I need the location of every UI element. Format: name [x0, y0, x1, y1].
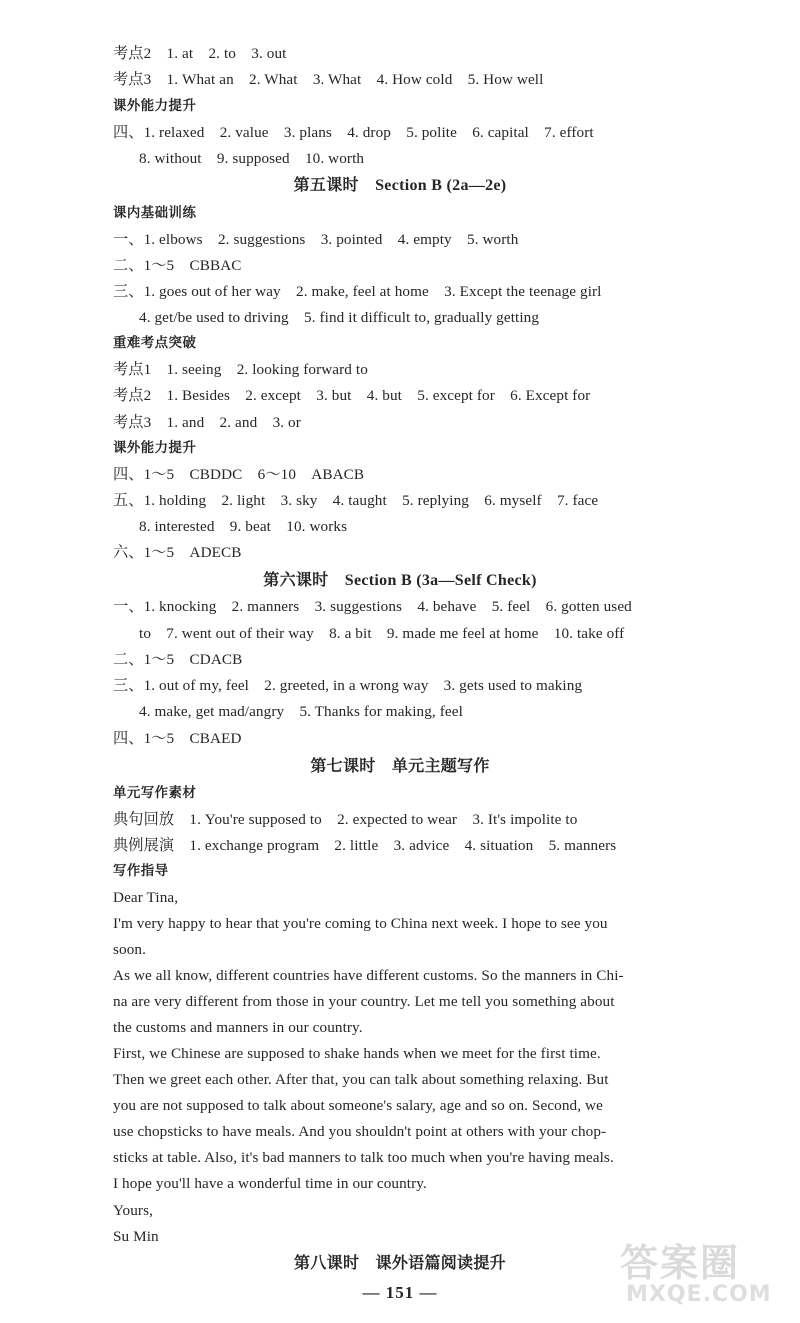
- lesson-title: 第六课时 Section B (3a—Self Check): [263, 572, 537, 589]
- text-line: to 7. went out of their way 8. a bit 9. made me feel at home 10. take off: [139, 625, 625, 642]
- section-heading: 课外能力提升: [113, 441, 197, 456]
- text-line: 四、1～5 CBAED: [113, 730, 242, 747]
- lesson-title: 第五课时 Section B (2a—2e): [293, 177, 507, 194]
- letter-line: soon.: [113, 941, 146, 958]
- letter-signature: Su Min: [113, 1228, 159, 1245]
- watermark-logo: 答案圈: [620, 1241, 741, 1285]
- text-line: 五、1. holding 2. light 3. sky 4. taught 5. replying 6. myself 7. face: [113, 492, 599, 509]
- lesson-title: 第八课时 课外语篇阅读提升: [294, 1255, 506, 1272]
- section-heading: 重难考点突破: [113, 336, 197, 351]
- section-heading: 写作指导: [113, 864, 169, 879]
- letter-line: the customs and manners in our country.: [113, 1019, 363, 1036]
- letter-line: I hope you'll have a wonderful time in our country.: [113, 1175, 427, 1192]
- letter-greeting: Dear Tina,: [113, 889, 179, 906]
- text-line: 一、1. knocking 2. manners 3. suggestions 4. behave 5. feel 6. gotten used: [113, 598, 632, 615]
- text-line: 4. make, get mad/angry 5. Thanks for making, feel: [139, 703, 463, 720]
- text-line: 三、1. goes out of her way 2. make, feel at home 3. Except the teenage girl: [113, 283, 602, 300]
- watermark-url: MXQE.COM: [626, 1282, 772, 1307]
- text-line: 4. get/be used to driving 5. find it difficult to, gradually getting: [139, 309, 540, 326]
- text-line: 六、1～5 ADECB: [113, 544, 242, 561]
- text-line: 考点3 1. What an 2. What 3. What 4. How cold 5. How well: [113, 71, 544, 88]
- text-line: 二、1～5 CBBAC: [113, 257, 242, 274]
- letter-line: sticks at table. Also, it's bad manners to talk too much when you're having meals.: [113, 1149, 614, 1166]
- letter-line: Then we greet each other. After that, you can talk about something relaxing. But: [113, 1071, 609, 1088]
- section-heading: 课外能力提升: [113, 99, 197, 114]
- letter-line: use chopsticks to have meals. And you shouldn't point at others with your chop-: [113, 1123, 607, 1140]
- text-line: 考点3 1. and 2. and 3. or: [113, 414, 301, 431]
- text-line: 四、1. relaxed 2. value 3. plans 4. drop 5. polite 6. capital 7. effort: [113, 124, 594, 141]
- lesson-title: 第七课时 单元主题写作: [310, 758, 490, 775]
- letter-closing: Yours,: [113, 1202, 153, 1219]
- text-line: 8. interested 9. beat 10. works: [139, 518, 348, 535]
- section-heading: 课内基础训练: [113, 206, 197, 221]
- text-line: 四、1～5 CBDDC 6～10 ABACB: [113, 466, 365, 483]
- text-line: 考点2 1. at 2. to 3. out: [113, 45, 287, 62]
- text-line: 考点2 1. Besides 2. except 3. but 4. but 5. except for 6. Except for: [113, 387, 591, 404]
- letter-line: First, we Chinese are supposed to shake hands when we meet for the first time.: [113, 1045, 601, 1062]
- watermark: [618, 1232, 778, 1314]
- page-number: — 151 —: [362, 1283, 438, 1302]
- text-line: 典例展演 1. exchange program 2. little 3. advice 4. situation 5. manners: [113, 837, 617, 854]
- letter-line: na are very different from those in your country. Let me tell you something about: [113, 993, 615, 1010]
- text-line: 考点1 1. seeing 2. looking forward to: [113, 361, 368, 378]
- letter-line: As we all know, different countries have different customs. So the manners in Chi-: [113, 967, 624, 984]
- letter-line: you are not supposed to talk about someone's salary, age and so on. Second, we: [113, 1097, 603, 1114]
- text-line: 8. without 9. supposed 10. worth: [139, 150, 365, 167]
- letter-line: I'm very happy to hear that you're coming to China next week. I hope to see you: [113, 915, 608, 932]
- text-line: 三、1. out of my, feel 2. greeted, in a wrong way 3. gets used to making: [113, 677, 583, 694]
- text-line: 典句回放 1. You're supposed to 2. expected to wear 3. It's impolite to: [113, 811, 578, 828]
- text-line: 二、1～5 CDACB: [113, 651, 243, 668]
- section-heading: 单元写作素材: [113, 786, 197, 801]
- text-line: 一、1. elbows 2. suggestions 3. pointed 4. empty 5. worth: [113, 231, 519, 248]
